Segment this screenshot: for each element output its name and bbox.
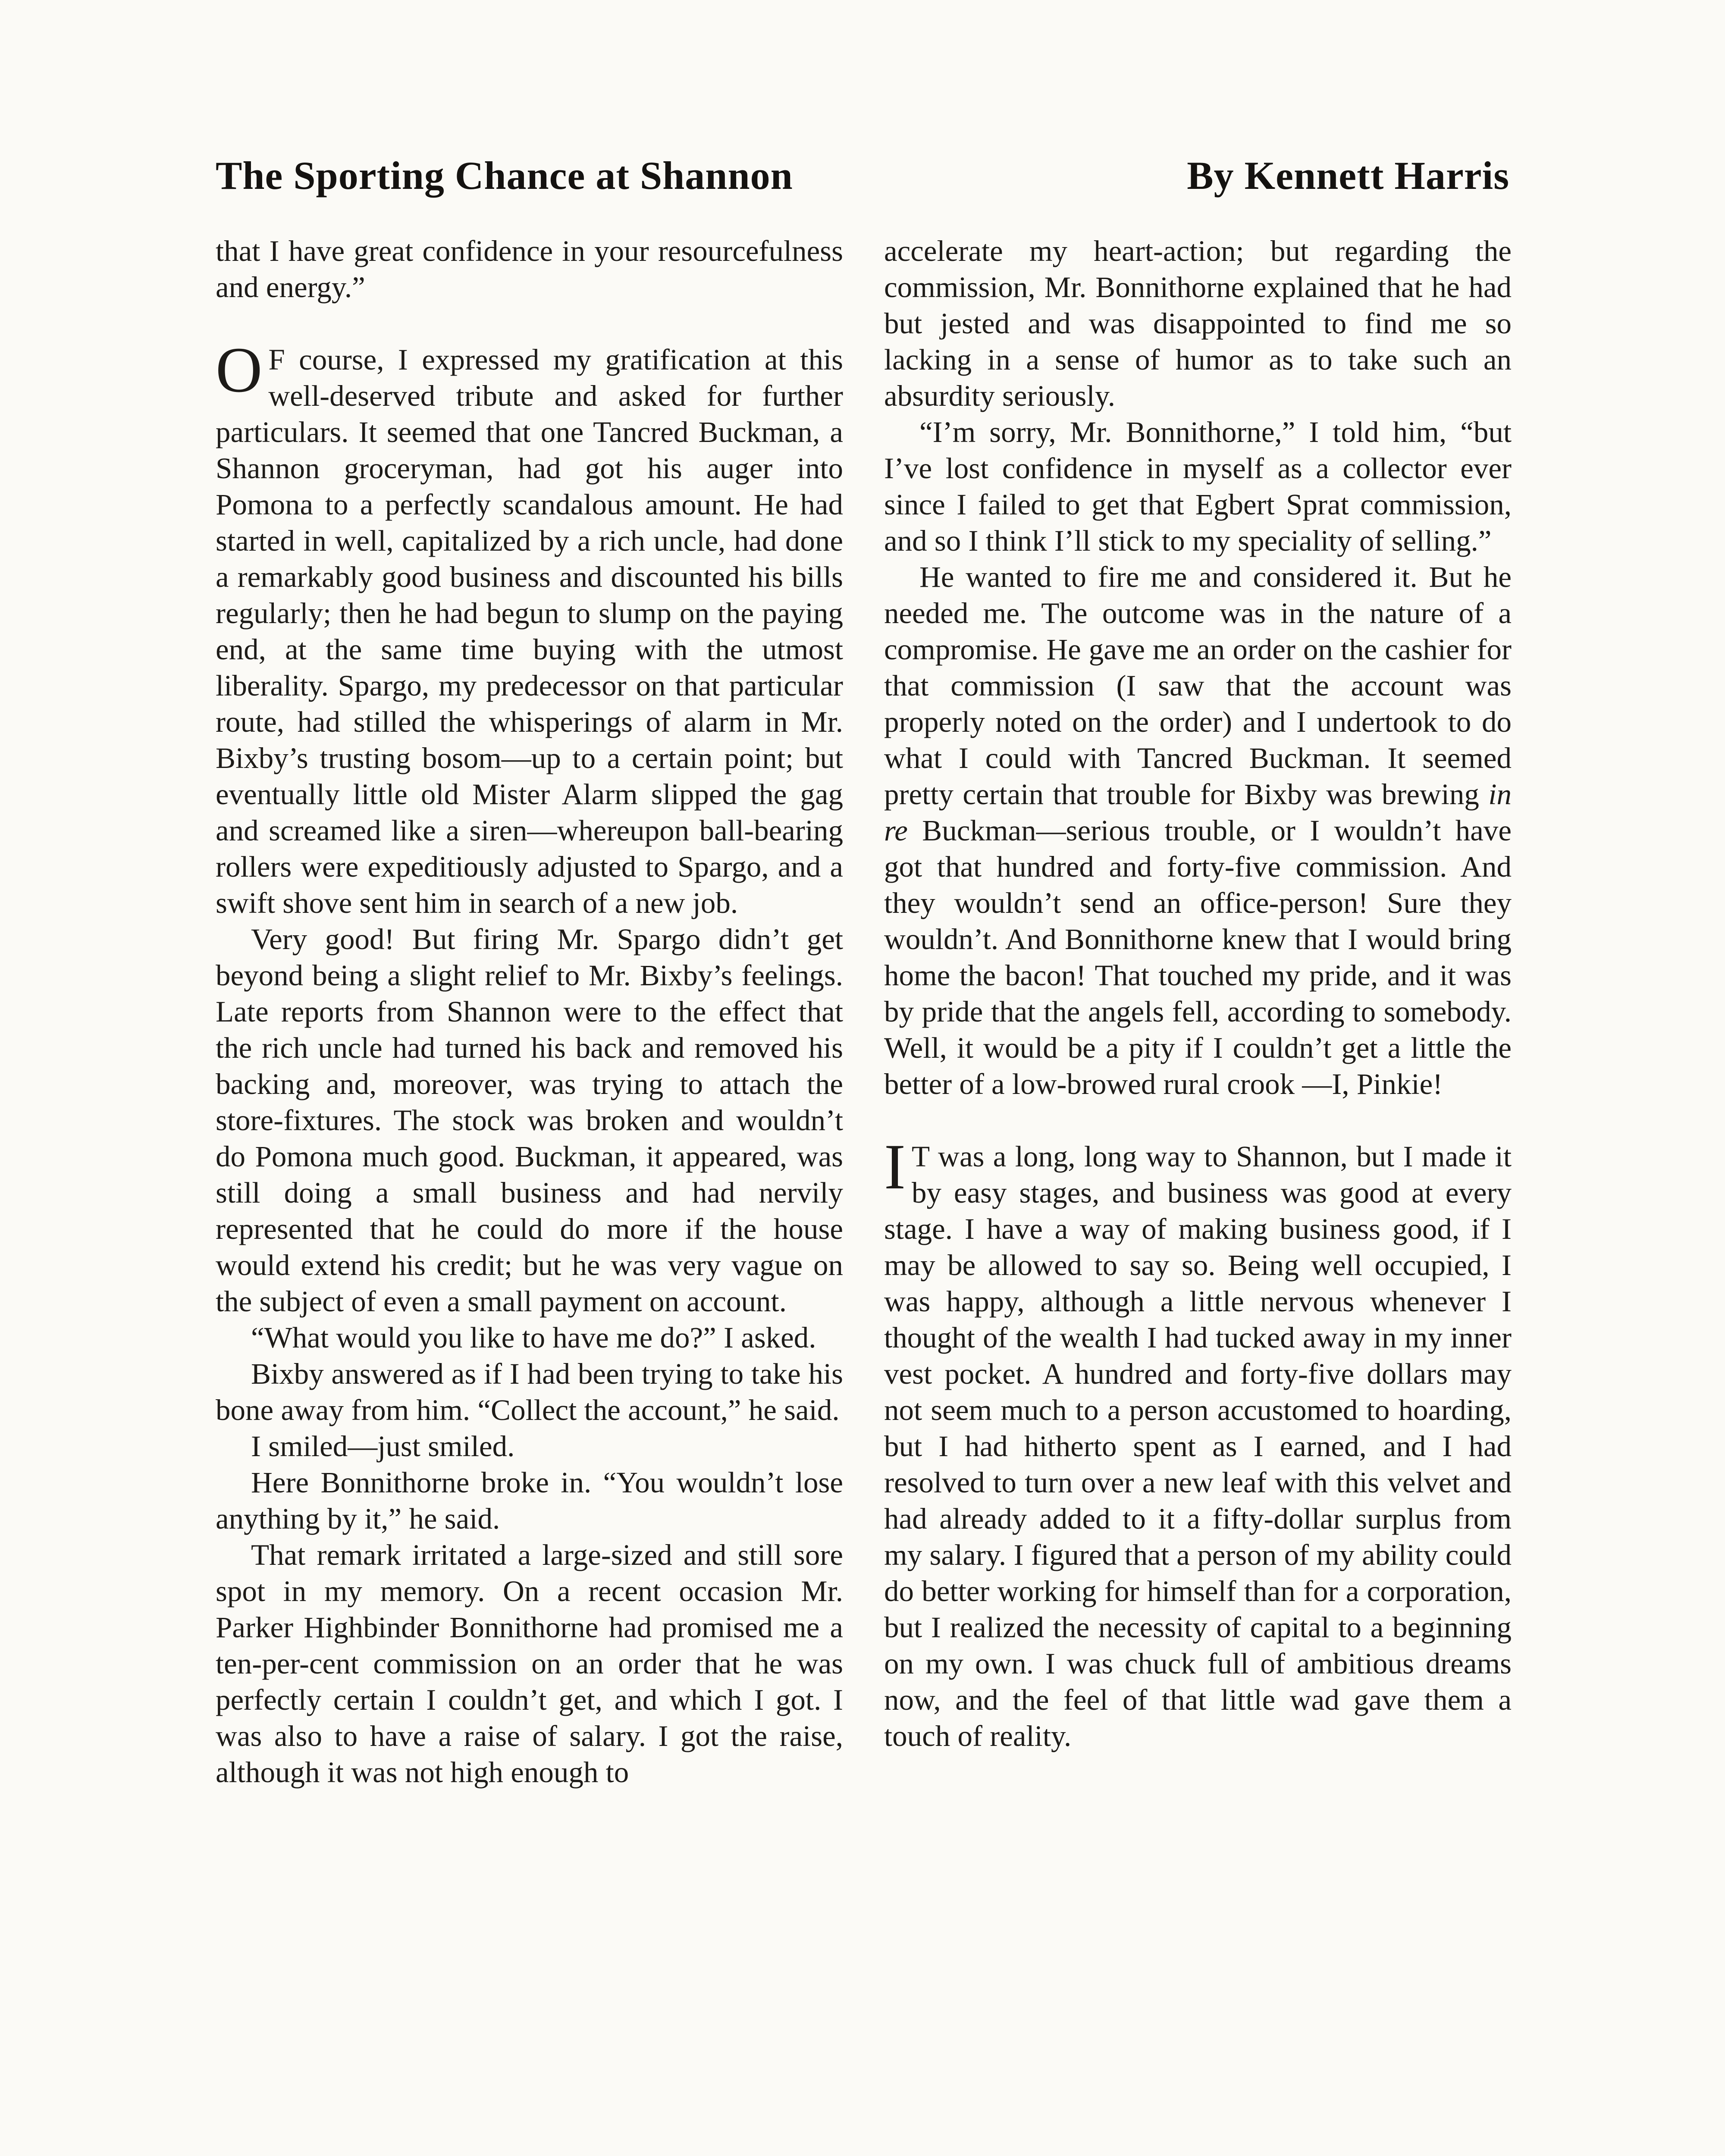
drop-cap: O — [216, 334, 263, 406]
page-header — [216, 147, 1509, 198]
paragraph: That remark irritated a large-sized and still sore spot in my memory. On a recent occasion Mr. Parker Highbinder Bonnithorne had promised me a ten-per-cent commission on an order that he was perfectly certain I couldn’t get, and which I got. I was also to have a raise of salary. I got the raise, although it was not high enough to — [216, 1539, 843, 1789]
paragraph — [884, 559, 1512, 1102]
paragraph: Bixby answered as if I had been trying to take his bone away from him. “Collect the account,” he said. — [216, 1357, 843, 1426]
paragraph: that I have great confidence in your resourcefulness and energy.” — [216, 235, 843, 304]
paragraph: Here Bonnithorne broke in. “You wouldn’t lose anything by it,” he said. — [216, 1466, 843, 1535]
paragraph: I smiled—just smiled. — [251, 1430, 515, 1463]
paragraph: accelerate my heart-action; but regarding the commission, Mr. Bonnithorne explained that he had but jested and was disappointed to find me so lacking in a sense of humor as to take such an absurdity seriously. — [884, 235, 1512, 412]
paragraph: “I’m sorry, Mr. Bonnithorne,” I told him, “but I’ve lost confidence in myself as a collector ever since I failed to get that Egbert Sprat commission, and so I think I’ll stick to my speciality of selling.” — [884, 416, 1512, 557]
story-title: The Sporting Chance at Shannon — [216, 154, 793, 197]
left-column — [216, 233, 843, 1790]
right-column — [884, 233, 1512, 1754]
paragraph: Very good! But firing Mr. Spargo didn’t get beyond being a slight relief to Mr. Bixby’s feelings. Late reports from Shannon were to the effect that the rich uncle had turned his back and removed his backing and, moreover, was trying to attach the store-fixtures. The stock was broken and wouldn’t do Pomona much good. Buckman, it appeared, was still doing a small business and had nervily represented that he could do more if the house would extend his credit; but he was very vague on the subject of even a small payment on account. — [216, 923, 843, 1318]
paragraph: “What would you like to have me do?” I asked. — [251, 1321, 816, 1354]
section-paragraph — [216, 334, 843, 921]
section-paragraph — [884, 1131, 1512, 1754]
italic-phrase: in re — [884, 778, 1512, 847]
paragraph-text: Buckman—serious trouble, or I wouldn’t have got that hundred and forty-five commission. And they wouldn’t send an office-person! Sure they wouldn’t. And Bonnithorne knew that I would bring home the bacon! That touched my pride, and it was by pride that the angels fell, according to somebody. Well, it would be a pity if I couldn’t get a little the better of a low-browed rural crook —I, Pinkie! — [884, 814, 1512, 1100]
paragraph-text: He wanted to fire me and considered it. But he needed me. The outcome was in the nature of a compromise. He gave me an order on the cashier for that commission (I saw that the account was properly noted on the order) and I undertook to do what I could with Tancred Buckman. It seemed pretty certain that trouble for Bixby was brewing — [884, 561, 1512, 811]
author-byline: By Kennett Harris — [1187, 154, 1509, 197]
paragraph-text: F course, I expressed my gratification at this well-deserved tribute and asked for further particulars. It seemed that one Tancred Buckman, a Shannon groceryman, had got his auger into Pomona to a perfectly scandalous amount. He had started in well, capitalized by a rich uncle, had done a remarkably good business and discounted his bills regularly; then he had begun to slump on the paying end, at the same time buying with the utmost liberality. Spargo, my predecessor on that particular route, had stilled the whisperings of alarm in Mr. Bixby’s trusting bosom—up to a certain point; but eventually little old Mister Alarm slipped the gag and screamed like a siren—whereupon ball-bearing rollers were expeditiously adjusted to Spargo, and a swift shove sent him in search of a new job. — [216, 343, 843, 919]
paragraph-text: T was a long, long way to Shannon, but I made it by easy stages, and business was good at every stage. I have a way of making business good, if I may be allowed to say so. Being well occupied, I was happy, although a little nervous whenever I thought of the wealth I had tucked away in my inner vest pocket. A hundred and forty-five dollars may not seem much to a person accustomed to hoarding, but I had hitherto spent as I earned, and I had resolved to turn over a new leaf with this velvet and had already added to it a fifty-dollar surplus from my salary. I figured that a person of my ability could do better working for himself than for a corporation, but I realized the necessity of capital to a beginning on my own. I was chuck full of ambitious dreams now, and the feel of that little wad gave them a touch of reality. — [884, 1140, 1512, 1752]
drop-cap: I — [884, 1131, 906, 1203]
